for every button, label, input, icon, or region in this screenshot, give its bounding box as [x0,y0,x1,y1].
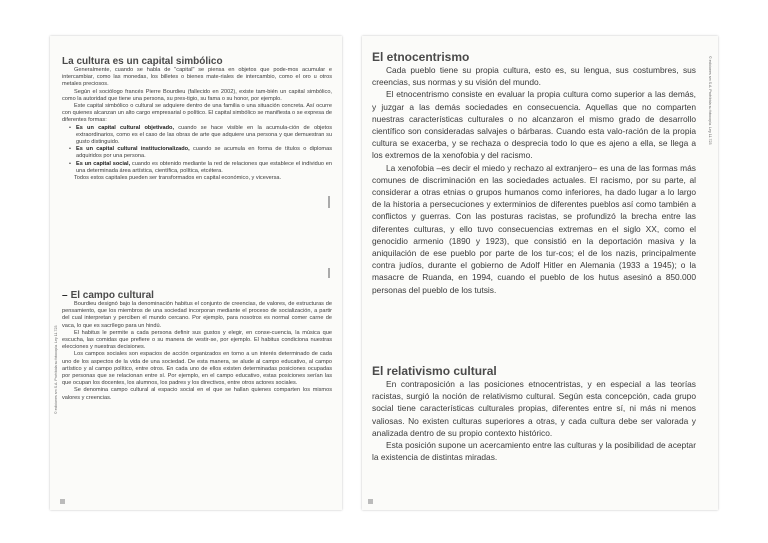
paragraph: Generalmente, cuando se habla de "capital" se piensa en objetos que pode-mos acumular e intercambiar, como las monedas, los billetes o bienes mate-riales de intercambio, como el oro u otros metales preciosos. [62,67,332,88]
paragraph: Todos estos capitales pueden ser transformados en capital económico, y viceversa. [74,175,282,182]
copyright-notice: © ediciones sm S.A. Prohibida su fotocopia. Ley 11.723 [54,325,58,414]
section-title: – El campo cultural [62,290,154,301]
list-item [76,146,332,160]
footer-mark [60,499,65,504]
paragraph: En contraposición a las posiciones etnocentristas, y en especial a las teorías racistas, surgió la noción de relativismo cultural. Según esta concepción, cada grupo social tiene características culturales propias, diferentes entre sí, ni más ni menos valiosas. No existen culturas superiores a otras, y cada cultura debe ser valorada y analizada dentro de su propio contexto histórico. [372,379,696,438]
margin-mark [328,196,330,208]
section-relativismo [372,364,696,463]
list-item-text: cuando se hace visible en la acumula-ción de objetos extraordinarios, como es el caso de las obras de arte que adquiere una persona y que demuestran su gusto distinguido. [76,124,332,146]
paragraph: Bourdieu designó bajo la denominación habitus el conjunto de creencias, de valores, de estructuras de pensamiento, que los miembros de una sociedad incorporan mediante el proceso de socialización, a partir del cual interpretan y perciben el mundo cercano. Por ejemplo, para nosotros es normal comer carne de vaca, lo que es sacrílego para un hindú. [62,301,332,329]
capital-types-list [62,125,332,175]
section-capital-simbolico [62,56,332,182]
section-title: El relativismo cultural [372,364,497,378]
list-item-term: Es un capital social, [76,160,131,167]
list-item [76,161,332,175]
paragraph: La xenofobia –es decir el miedo y rechazo al extranjero– es una de las formas más comunes de discriminación en las sociedades actuales. El racismo, por su parte, al considerar a otras etnias o grupos humanos como inferiores, ha dado lugar a lo largo de la historia a persecuciones y exterminios de diferentes pueblos así como también a conflictos y guerras. Con las posturas racistas, se profundizó la brecha entre las diferentes culturas, y ello tuvo consecuencias extremas en el siglo XX, como el genocidio armenio (1890 y 1923), que consistió en la deportación masiva y la aniquilación de ese pueblo por parte de los tur-cos; el de los nazis, principalmente contra judíos, durante el gobierno de Adolf Hitler en Alemania (1933 a 1945); o la masacre de Ruanda, en 1994, cuando el pueblo de los hutus asesinó a 850.000 personas del pueblo de los tutsis. [372,162,696,295]
section-title: La cultura es un capital simbólico [62,56,223,67]
section-campo-cultural [62,290,332,402]
paragraph: Según el sociólogo francés Pierre Bourdieu (fallecido en 2002), existe tam-bién un capital simbólico, como la autoridad que tiene una persona, su pres-tigio, su fama o su honor, por ejemplo. [62,88,332,102]
section-title: El etnocentrismo [372,50,470,64]
list-item-text: cuando es obtenido mediante la red de relaciones que establece el individuo en una determinada área artística, científica, política, etcétera. [76,160,332,174]
paragraph: Este capital simbólico o cultural se adquiere dentro de una familia o una situación concreta. Así ocurre con quienes alcanzan un alto cargo empresarial o político. El capital simbólico se manifiesta o se expresa de diferentes formas: [62,103,332,124]
paragraph: Se denomina campo cultural al espacio social en el que se hallan quienes comparten los mismos valores y creencias. [62,387,332,401]
paragraph: El habitus le permite a cada persona definir sus gustos y elegir, en conse-cuencia, la música que escucha, las comidas que prefiere o su manera de vestir-se, por ejemplo. El habitus condiciona nuestras elecciones y nuestras decisiones. [62,329,332,351]
list-item-text: cuando se acumula en forma de títulos o diplomas adquiridos por una persona. [76,146,332,160]
section-etnocentrismo [372,50,696,296]
right-page [362,36,718,510]
bullet-icon: – [62,290,68,301]
paragraph: Esta posición supone un acercamiento entre las culturas y la posibilidad de aceptar la existencia de distintas miradas. [372,440,696,463]
list-item-term: Es un capital cultural institucionalizado, [76,146,190,153]
copyright-notice: © ediciones sm S.A. Prohibida su fotocopia. Ley 11.723 [708,56,712,145]
paragraph: Los campos sociales son espacios de acción organizados en torno a un interés determinado de cada uno de los aspectos de la vida de una sociedad. De esta manera, se alude al campo educativo, al campo artístico y al campo político, entre otros. En cada uno de ellos existen determinadas posiciones ocupadas por personas que se relacionan entre sí. Por ejemplo, en el campo educativo, estas posiciones serían las que ocupan los docentes, los alumnos, los padres y los directivos, entre otros actores sociales. [62,351,332,387]
list-item-term: Es un capital cultural objetivado, [76,124,174,131]
left-page [50,36,342,510]
footer-mark [368,499,373,504]
paragraph: Cada pueblo tiene su propia cultura, esto es, su lengua, sus costumbres, sus creencias, sus normas y su visión del mundo. [372,65,696,88]
paragraph: El etnocentrismo consiste en evaluar la propia cultura como superior a las demás, y juzgar a las demás sociedades en consecuencia. Aquellas que no comparten nuestras características culturales o no alcanzaron el mismo grado de desarrollo científico son consideradas salvajes o bárbaras. Cuando esta valo-ración de la propia cultura se exacerba, y se rechaza o desprecia todo lo que es ajeno a ella, se llega a los extremos de la xenofobia y del racismo. [372,89,696,161]
list-item [76,125,332,147]
margin-mark [328,268,330,278]
